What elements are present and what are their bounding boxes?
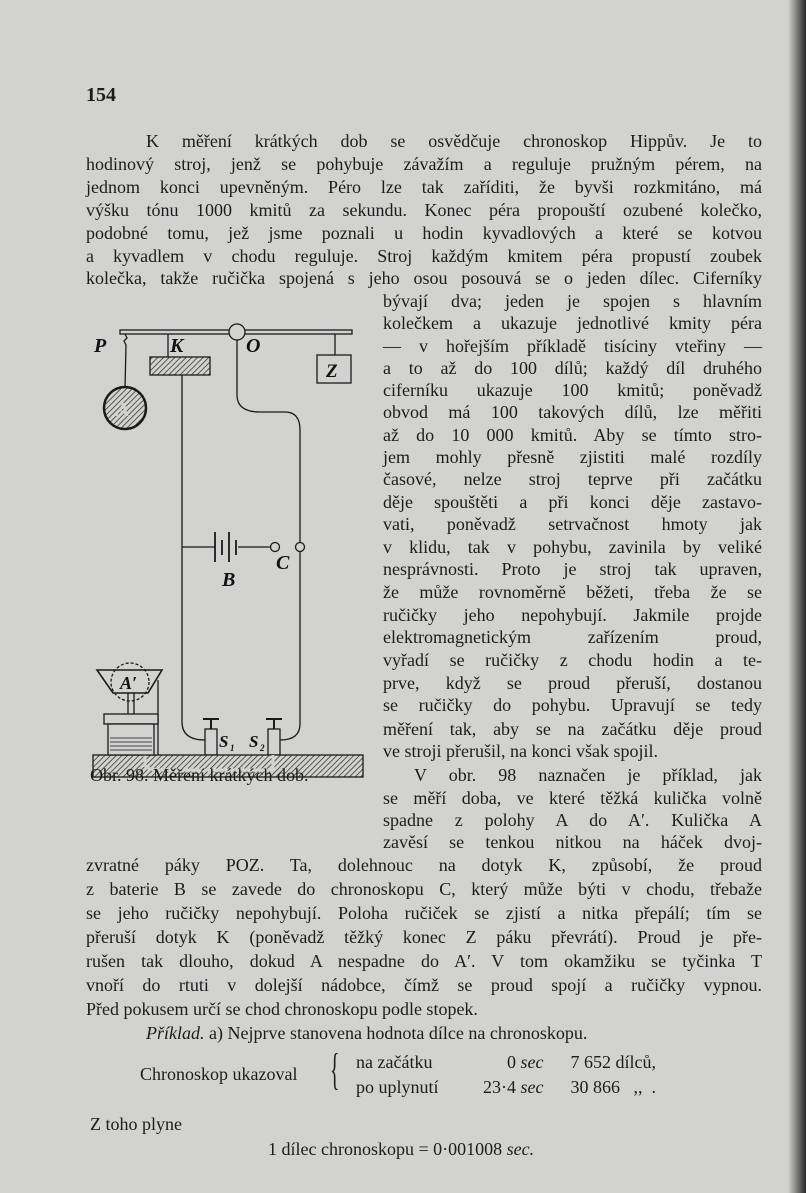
text-line: prve, když se proud přeruší, dostanou bbox=[383, 673, 762, 693]
text-line: měření tak, aby se na začátku děje proud bbox=[383, 719, 762, 739]
label-s2: S bbox=[249, 732, 259, 751]
terminal-s1 bbox=[205, 729, 217, 755]
text-line: v klidu, tak v pohybu, zavinila by veliké bbox=[383, 537, 762, 557]
battery-b bbox=[215, 532, 236, 562]
text-line: ručičky jeho nepohybují. Jakmile projde bbox=[383, 605, 762, 625]
text-line: až do 10 000 kmitů. Aby se tímto stro- bbox=[383, 425, 762, 445]
text-line: přeruší dotyk K (poněvadž těžký konec Z páku převrátí). Proud je pře- bbox=[86, 927, 762, 947]
contact-k-block bbox=[150, 357, 210, 375]
label-b: B bbox=[222, 569, 236, 591]
wire-right bbox=[237, 340, 300, 740]
text-line: K měření krátkých dob se osvědčuje chronoskop Hippův. Je to bbox=[146, 131, 762, 151]
result bbox=[268, 1139, 534, 1160]
text-line: kolečkem a ukazuje jednotlivé kmity péra bbox=[383, 313, 762, 333]
result-text: 1 dílec chronoskopu = 0·001008 bbox=[268, 1139, 503, 1159]
row-count: 7 652 dílců, bbox=[570, 1052, 656, 1072]
text-line: — v hořejším příkladě tisíciny vteřiny — bbox=[383, 336, 762, 356]
text-line: se jeho ručičky nepohybují. Poloha ručiček se zjistí a nitka přepálí; tím se bbox=[86, 903, 762, 923]
text-line: kolečka, takže ručička spojená s jeho osou posouvá se o jeden dílec. Ciferníky bbox=[86, 268, 762, 288]
text-line: z baterie B se zavede do chronoskopu C, který může býti v chodu, třebaže bbox=[86, 879, 762, 899]
row-unit: sec bbox=[520, 1052, 544, 1072]
text-line: elektromagnetickým zařízením proud, bbox=[383, 627, 762, 647]
label-s1-sub: 1 bbox=[230, 743, 235, 753]
text-line: ve stroji přerušil, na konci však spojil. bbox=[383, 741, 658, 761]
chronoscope-terminal-2 bbox=[296, 543, 305, 552]
label-a: A bbox=[116, 399, 130, 421]
example-label: Příklad. bbox=[146, 1023, 205, 1043]
example-text: a) Nejprve stanovena hodnota dílce na chronoskopu. bbox=[209, 1023, 588, 1043]
text-line: vnoří do rtuti v dolejší nádobce, čímž se proud spojí a ručičky vypnou. bbox=[86, 975, 762, 995]
table-row bbox=[356, 1052, 656, 1073]
text-line: rušen tak dlouho, dokud A nespadne do A′. V tom okamžiku se tyčinka T bbox=[86, 951, 762, 971]
text-line: nesprávnosti. Proto je stroj tak upraven, bbox=[383, 559, 762, 579]
label-s2-sub: 2 bbox=[260, 743, 265, 753]
text-line: a kyvadlem v chodu reguluje. Stroj každým kmitem péra propustí zoubek bbox=[86, 246, 762, 266]
text-line: spadne z polohy A do A′. Kulička A bbox=[383, 810, 762, 830]
brace: { bbox=[330, 1045, 340, 1094]
text-line: V obr. 98 naznačen je příklad, jak bbox=[414, 765, 762, 785]
row-when: na začátku bbox=[356, 1052, 433, 1072]
text-line: hodinový stroj, jenž se pohybuje závažím a reguluje pružným pérem, na bbox=[86, 154, 762, 174]
text-line: zvratné páky POZ. Ta, dolehnouc na dotyk K, způsobí, že proud bbox=[86, 855, 762, 875]
label-a-prime: A′ bbox=[120, 673, 138, 693]
conclusion: Z toho plyne bbox=[90, 1114, 182, 1134]
wire-left bbox=[182, 375, 205, 740]
text-line: a to až do 100 dílů; každý díl druhého bbox=[383, 358, 762, 378]
text-line: ciferníku ukazuje 100 kmitů; poněvadž bbox=[383, 380, 762, 400]
label-k: K bbox=[170, 335, 184, 357]
figure-caption: Obr. 98. Měření krátkých dob. bbox=[90, 765, 309, 785]
example-line bbox=[146, 1023, 587, 1044]
label-c: C bbox=[276, 552, 290, 574]
row-time: 23·4 bbox=[483, 1077, 516, 1097]
text-line: časové, nelze stroj teprve při začátku bbox=[383, 469, 762, 489]
text-line: jem mohly přesně zjistiti malé rozdíly bbox=[383, 447, 762, 467]
result-unit: sec. bbox=[506, 1139, 535, 1159]
text-line: výšku tónu 1000 kmitů za sekundu. Konec péra propouští ozubené kolečko, bbox=[86, 200, 762, 220]
text-line: bývají dva; jeden je spojen s hlavním bbox=[383, 291, 762, 311]
page-number: 154 bbox=[86, 84, 116, 106]
row-when: po uplynutí bbox=[356, 1077, 439, 1097]
table-row bbox=[356, 1077, 656, 1098]
text-line: se ručičky do pohybu. Upravují se tedy bbox=[383, 695, 762, 715]
text-line: podobné tomu, jež jsme poznali u hodin kyvadlových a které se kotvou bbox=[86, 223, 762, 243]
text-line: že může rovnoměrně běžeti, třeba že se bbox=[383, 582, 762, 602]
label-z: Z bbox=[326, 361, 338, 382]
text-line: děje spouštěti a při konci děje zastavo- bbox=[383, 492, 762, 512]
text-line: jednom konci upevněným. Péro lze tak zaříditi, že byvši rozkmitáno, má bbox=[86, 177, 762, 197]
row-time: 0 bbox=[507, 1052, 516, 1072]
label-s1: S bbox=[219, 732, 229, 751]
text-line: vati, poněvadž setrvačnost hmoty jak bbox=[383, 514, 762, 534]
table-label: Chronoskop ukazoval bbox=[140, 1064, 298, 1084]
row-count: 30 866 ,, . bbox=[570, 1077, 656, 1097]
mercury-stand bbox=[104, 714, 158, 724]
row-unit: sec bbox=[520, 1077, 544, 1097]
thread bbox=[124, 334, 127, 388]
label-o: O bbox=[246, 335, 261, 357]
text-line: obvod má 100 takových dílů, lze měřiti bbox=[383, 402, 762, 422]
text-line: zavěsí se tenkou nitkou na háček dvoj- bbox=[383, 832, 762, 852]
pivot-o bbox=[229, 324, 245, 340]
text-line: Před pokusem určí se chod chronoskopu podle stopek. bbox=[86, 999, 478, 1019]
chronoscope-terminal-1 bbox=[271, 543, 280, 552]
text-line: vyřadí se ručičky z chodu hodin a te- bbox=[383, 650, 762, 670]
label-p: P bbox=[94, 335, 107, 357]
text-line: se měří doba, ve které těžká kulička volně bbox=[383, 788, 762, 808]
terminal-s2 bbox=[268, 729, 280, 755]
